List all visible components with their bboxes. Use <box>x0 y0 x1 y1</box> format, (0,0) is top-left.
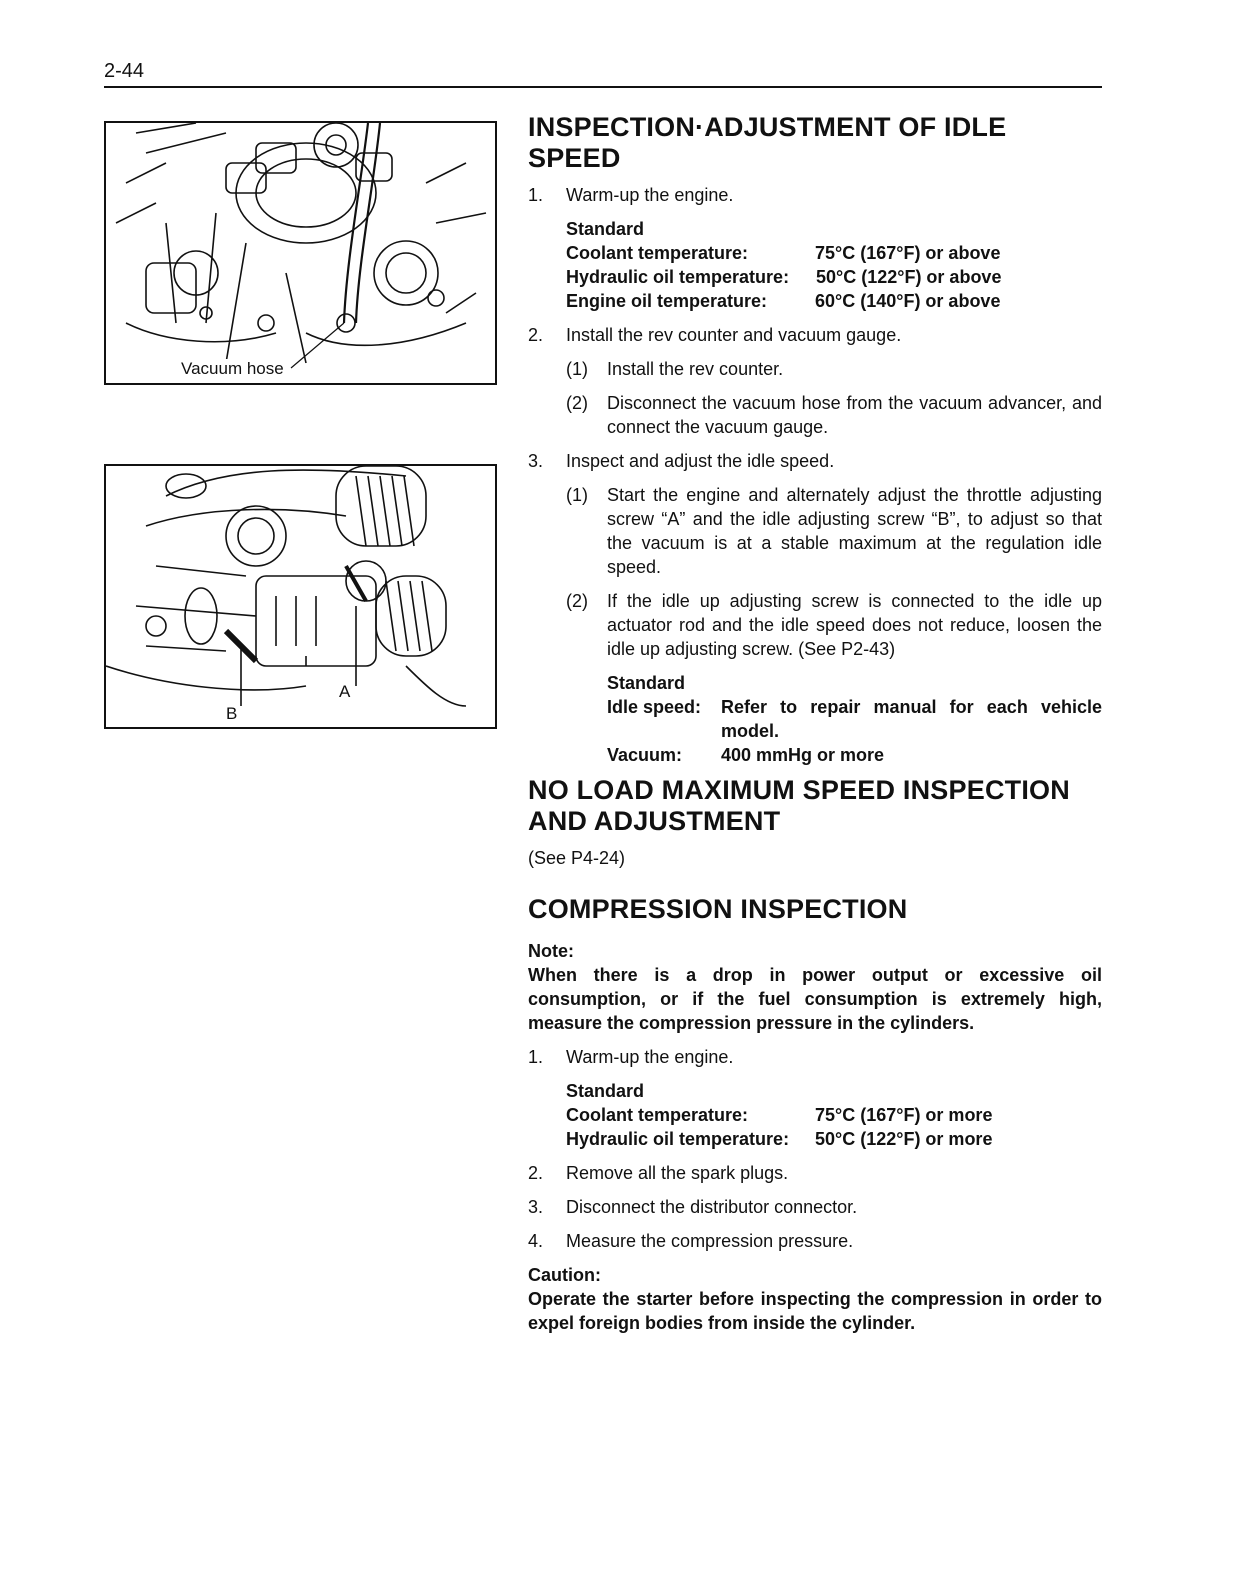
spec-key: Vacuum: <box>607 745 683 765</box>
compression-standard-block <box>566 1079 1102 1151</box>
idle-step-3-sub-2 <box>528 589 1102 661</box>
spec-value: 50°C (122°F) or above <box>816 267 1002 287</box>
standard-title: Standard <box>566 1081 645 1101</box>
substep-text: If the idle up adjusting screw is connected to the idle up actuator rod and the idle speed does not reduce, loosen the idle up adjusting screw. (See P2-43) <box>607 591 1102 659</box>
step-text: Install the rev counter and vacuum gauge. <box>566 325 902 345</box>
screw-b-label: B <box>226 704 238 723</box>
compression-heading: COMPRESSION INSPECTION <box>528 894 908 924</box>
step-text: Disconnect the distributor connector. <box>566 1197 858 1217</box>
step-number: 4. <box>528 1231 544 1251</box>
substep-number: (1) <box>566 485 588 505</box>
idle-speed-standard-block <box>607 671 1102 767</box>
idle-speed-heading: INSPECTION·ADJUSTMENT OF IDLE SPEED <box>528 112 1007 173</box>
spec-key: Coolant temperature: <box>566 243 749 263</box>
step-text: Inspect and adjust the idle speed. <box>566 451 835 471</box>
substep-text: Start the engine and alternately adjust the throttle adjusting screw “A” and the idle adjusting screw “B”, to adjust so that the vacuum is at a stable maximum at the regulation idle speed. <box>607 485 1102 577</box>
substep-number: (1) <box>566 359 588 379</box>
idle-step-2-sub-1 <box>528 357 1102 381</box>
substep-number: (2) <box>566 393 588 413</box>
idle-step-2 <box>528 323 1102 347</box>
step-number: 2. <box>528 1163 544 1183</box>
throttle-body-illustration <box>104 464 497 729</box>
caution-body: Operate the starter before inspecting the compression in order to expel foreign bodies from inside the cylinder. <box>528 1289 1102 1333</box>
standard-title: Standard <box>566 219 645 239</box>
screw-a-label: A <box>339 682 351 701</box>
step-text: Remove all the spark plugs. <box>566 1163 789 1183</box>
compression-step-2 <box>528 1161 1102 1185</box>
standard-title: Standard <box>607 673 686 693</box>
spec-value: 75°C (167°F) or above <box>815 243 1001 263</box>
compression-step-1 <box>528 1045 1102 1069</box>
step-number: 1. <box>528 1047 544 1067</box>
step-text: Measure the compression pressure. <box>566 1231 854 1251</box>
instructions-column <box>528 112 1102 1345</box>
spec-value: 50°C (122°F) or more <box>815 1129 993 1149</box>
step-number: 2. <box>528 325 544 345</box>
compression-step-3 <box>528 1195 1102 1219</box>
idle-step-1 <box>528 183 1102 207</box>
spec-key: Hydraulic oil temperature: <box>566 1129 790 1149</box>
spec-key: Idle speed: <box>607 697 702 717</box>
step-number: 1. <box>528 185 544 205</box>
note-heading: Note: <box>528 941 574 961</box>
step-number: 3. <box>528 1197 544 1217</box>
spec-value: 400 mmHg or more <box>721 745 885 765</box>
note-body: When there is a drop in power output or excessive oil consumption, or if the fuel consumption is extremely high, measure the compression pressure in the cylinders. <box>528 965 1102 1033</box>
engine-vacuum-hose-illustration <box>104 121 497 385</box>
idle-step-2-sub-2 <box>528 391 1102 439</box>
spec-key: Hydraulic oil temperature: <box>566 267 790 287</box>
compression-step-4 <box>528 1229 1102 1253</box>
spec-key: Coolant temperature: <box>566 1105 749 1125</box>
vacuum-hose-label: Vacuum hose <box>181 359 284 378</box>
spec-value: 60°C (140°F) or above <box>815 291 1001 311</box>
spec-key: Engine oil temperature: <box>566 291 768 311</box>
page-number: 2-44 <box>104 60 145 82</box>
idle-step-3 <box>528 449 1102 473</box>
substep-number: (2) <box>566 591 588 611</box>
step-text: Warm-up the engine. <box>566 1047 734 1067</box>
idle-step-3-sub-1 <box>528 483 1102 579</box>
no-load-reference: (See P4-24) <box>528 848 626 868</box>
idle-standard-block <box>566 217 1102 313</box>
spec-value: 75°C (167°F) or more <box>815 1105 993 1125</box>
substep-text: Disconnect the vacuum hose from the vacuum advancer, and connect the vacuum gauge. <box>607 393 1102 437</box>
no-load-heading: NO LOAD MAXIMUM SPEED INSPECTION AND ADJUSTMENT <box>528 775 1070 836</box>
step-text: Warm-up the engine. <box>566 185 734 205</box>
caution-heading: Caution: <box>528 1265 601 1285</box>
header-rule <box>104 86 1102 88</box>
substep-text: Install the rev counter. <box>607 359 784 379</box>
step-number: 3. <box>528 451 544 471</box>
spec-value: Refer to repair manual for each vehicle model. <box>721 697 1102 741</box>
